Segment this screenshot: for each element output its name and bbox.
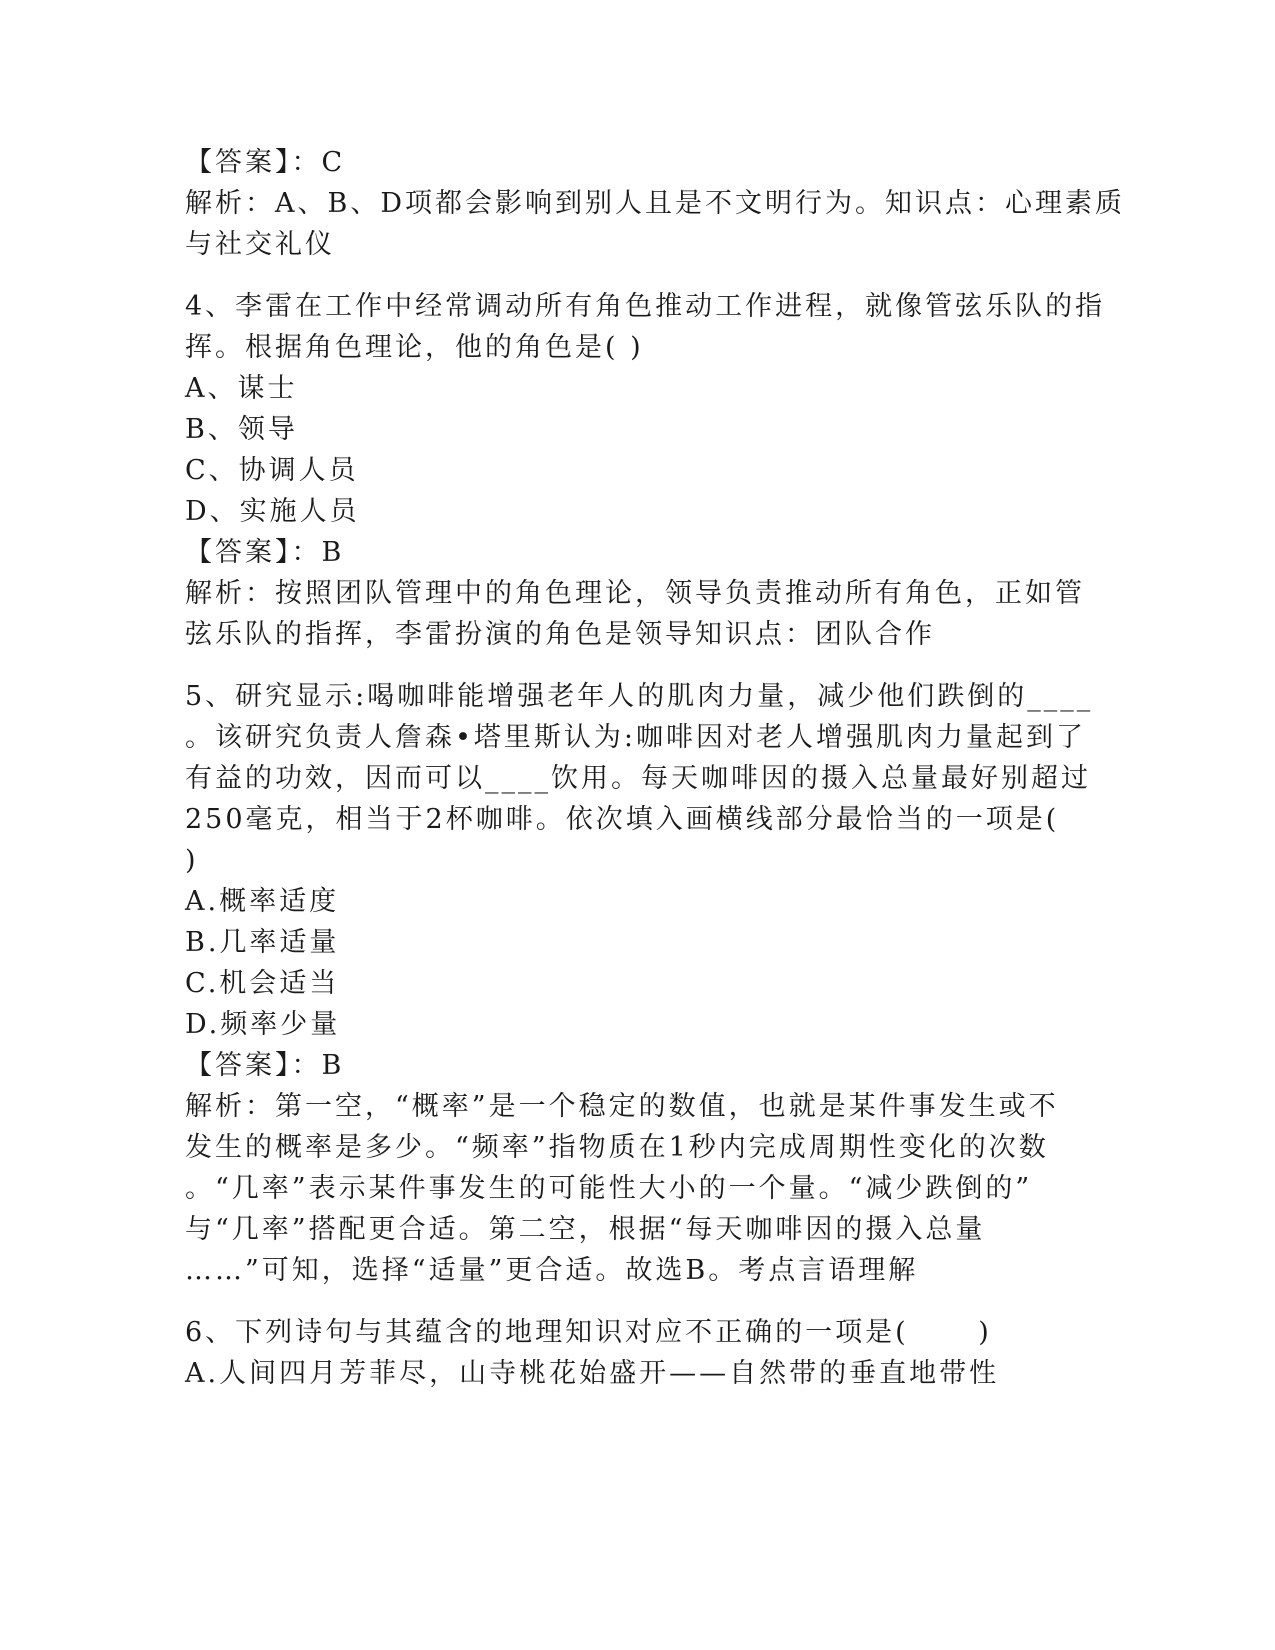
answer-line: 【答案】：B xyxy=(185,537,345,568)
option-d: D、实施人员 xyxy=(185,496,360,527)
option-d: D.频率少量 xyxy=(185,1009,341,1040)
analysis-line: 。“几率”表示某件事发生的可能性大小的一个量。“减少跌倒的” xyxy=(185,1173,1033,1204)
analysis-line: 发生的概率是多少。“频率”指物质在1秒内完成周期性变化的次数 xyxy=(185,1132,1049,1163)
question-stem: 。该研究负责人詹森•塔里斯认为:咖啡因对老人增强肌肉力量起到了 xyxy=(185,722,1087,753)
question-stem: 4、李雷在工作中经常调动所有角色推动工作进程，就像管弦乐队的指 xyxy=(185,291,1106,322)
option-c: C.机会适当 xyxy=(185,968,340,999)
question-stem: ) xyxy=(185,845,199,876)
option-a: A.概率适度 xyxy=(185,886,340,917)
question-stem: 有益的功效，因而可以____饮用。每天咖啡因的摄入总量最好别超过 xyxy=(185,763,1091,794)
answer-line: 【答案】：C xyxy=(185,147,346,178)
analysis-line: 解析：按照团队管理中的角色理论，领导负责推动所有角色，正如管 xyxy=(185,578,1085,609)
question-stem: 250毫克，相当于2杯咖啡。依次填入画横线部分最恰当的一项是( xyxy=(185,804,1060,835)
question-stem: 挥。根据角色理论，他的角色是( ) xyxy=(185,332,644,363)
question-stem: 6、下列诗句与其蕴含的地理知识对应不正确的一项是( ) xyxy=(185,1317,992,1348)
analysis-line: 解析：A、B、D项都会影响到别人且是不文明行为。知识点：心理素质 xyxy=(185,188,1125,219)
option-b: B、领导 xyxy=(185,414,298,445)
analysis-line: 与社交礼仪 xyxy=(185,229,335,260)
option-c: C、协调人员 xyxy=(185,455,359,486)
question-stem: 5、研究显示:喝咖啡能增强老年人的肌肉力量，减少他们跌倒的____ xyxy=(185,681,1094,712)
analysis-line: ……”可知，选择“适量”更合适。故选B。考点言语理解 xyxy=(185,1255,919,1286)
answer-line: 【答案】：B xyxy=(185,1050,345,1081)
analysis-line: 解析：第一空，“概率”是一个稳定的数值，也就是某件事发生或不 xyxy=(185,1091,1059,1122)
option-a: A、谋士 xyxy=(185,373,298,404)
analysis-line: 弦乐队的指挥，李雷扮演的角色是领导知识点：团队合作 xyxy=(185,619,935,650)
analysis-line: 与“几率”搭配更合适。第二空，根据“每天咖啡因的摄入总量 xyxy=(185,1214,986,1245)
option-b: B.几率适量 xyxy=(185,927,340,958)
option-a: A.人间四月芳菲尽，山寺桃花始盛开——自然带的垂直地带性 xyxy=(185,1358,1000,1389)
